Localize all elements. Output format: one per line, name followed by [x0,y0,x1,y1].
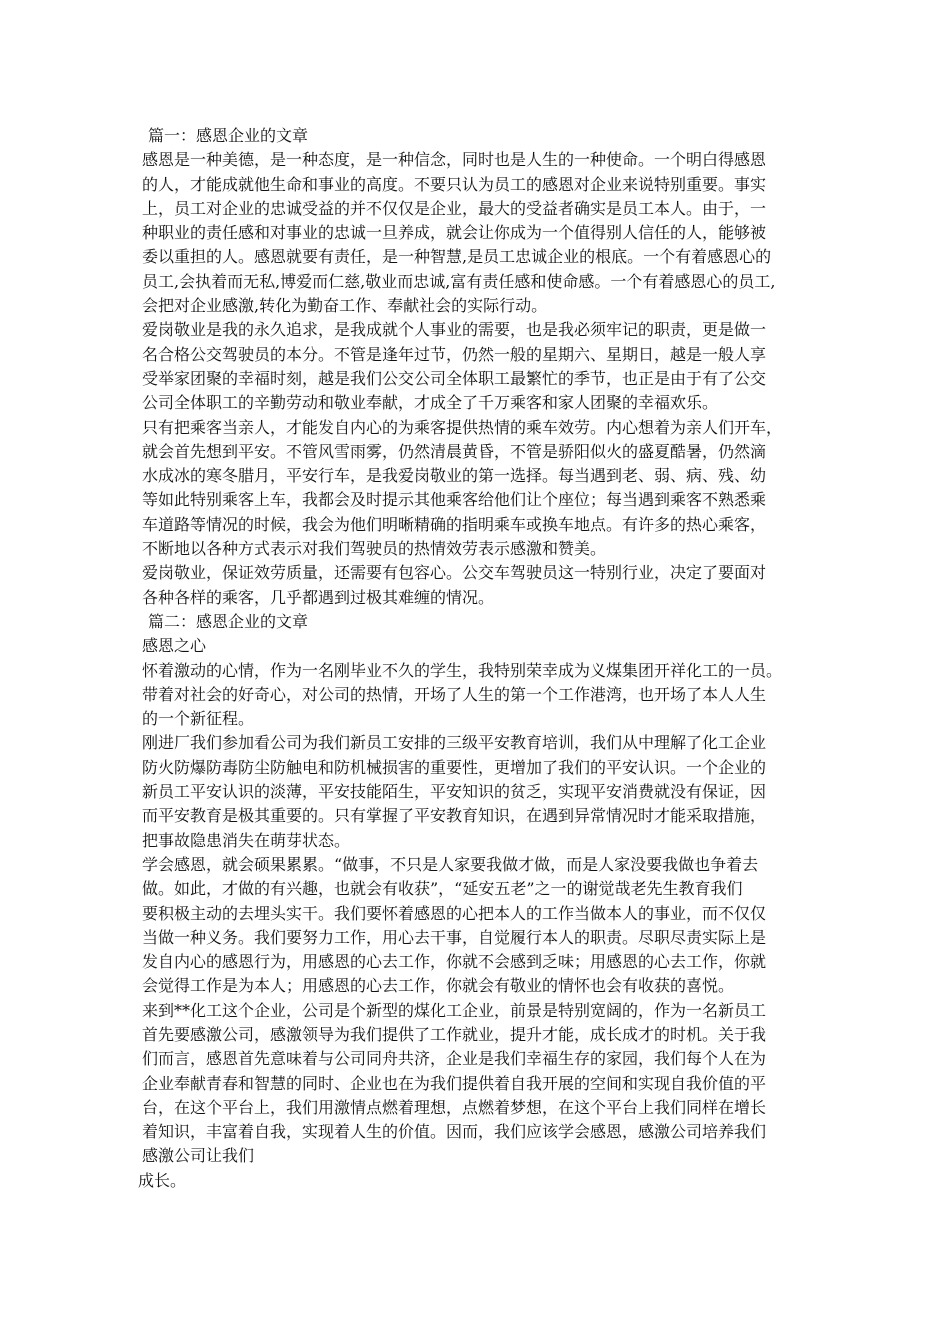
paragraph [138,853,824,999]
paragraph [138,148,824,318]
text-line: 会觉得工作是为本人；用感恩的心去工作，你就会有敬业的情怀也会有收获的喜悦。 [142,976,735,996]
document-body [138,124,824,1193]
text-line: 委以重担的人。感恩就要有责任，是一种智慧,是员工忠诚企业的根底。一个有着感恩心的 [142,247,772,267]
text-line: 当做一种义务。我们要努力工作，用心去干事，自觉履行本人的职责。尽职尽责实际上是 [142,927,767,947]
section-1-body [138,148,824,610]
text-line: 而平安教育是极其重要的。只有掌握了平安教育知识，在遇到异常情况时才能采取措施， [142,806,767,826]
text-line: 来到**化工这个企业，公司是个新型的煤化工企业，前景是特别宽阔的，作为一名新员工 [142,1000,767,1020]
text-line: 公司全体职工的辛勤劳动和敬业奉献，才成全了千万乘客和家人团聚的幸福欢乐。 [142,393,719,413]
paragraph [138,561,824,610]
text-line: 企业奉献青春和智慧的同时、企业也在为我们提供着自我开展的空间和实现自我价值的平 [142,1073,767,1093]
paragraph [138,416,824,562]
text-line: 们而言，感恩首先意味着与公司同舟共济，企业是我们幸福生存的家园，我们每个人在为 [142,1049,767,1069]
text-line: 首先要感激公司，感激领导为我们提供了工作就业，提升才能，成长成才的时机。关于我 [142,1024,767,1044]
text-line: 爱岗敬业，保证效劳质量，还需要有包容心。公交车驾驶员这一特别行业，决定了要面对 [142,563,767,583]
text-line: 爱岗敬业是我的永久追求，是我成就个人事业的需要，也是我必须牢记的职责，更是做一 [142,320,767,340]
text-line: 要积极主动的去埋头实干。我们要怀着感恩的心把本人的工作当做本人的事业，而不仅仅 [142,903,767,923]
text-line: 带着对社会的好奇心，对公司的热情，开场了人生的第一个工作港湾，也开场了本人人生 [142,684,767,704]
text-line: 各种各样的乘客，几乎都遇到过极其难缠的情况。 [142,587,495,607]
text-line: 学会感恩，就会硕果累累。“做事，不只是人家要我做才做，而是人家没要我做也争着去 [142,854,759,874]
paragraph [138,731,824,852]
section-2-body [138,659,824,1169]
text-line: 怀着激动的心情，作为一名刚毕业不久的学生，我特别荣幸成为义煤集团开祥化工的一员。 [142,660,783,680]
text-line: 名合格公交驾驶员的本分。不管是逢年过节，仍然一般的星期六、星期日，越是一般人享 [142,344,767,364]
text-line: 的人，才能成就他生命和事业的高度。不要只认为员工的感恩对企业来说特别重要。事实 [142,174,767,194]
text-line: 发自内心的感恩行为，用感恩的心去工作，你就不会感到乏味；用感恩的心去工作，你就 [142,952,767,972]
text-line: 把事故隐患消失在萌芽状态。 [142,830,351,850]
text-line: 刚进厂我们参加看公司为我们新员工安排的三级平安教育培训，我们从中理解了化工企业 [142,733,767,753]
section-2-heading: 篇二：感恩企业的文章 [148,611,309,631]
text-line: 会把对企业感激,转化为勤奋工作、奉献社会的实际行动。 [142,296,548,316]
text-line: 台，在这个平台上，我们用激情点燃着理想，点燃着梦想，在这个平台上我们同样在增长 [142,1097,767,1117]
text-line: 受举家团聚的幸福时刻，越是我们公交公司全体职工最繁忙的季节，也正是由于有了公交 [142,368,767,388]
text-line: 种职业的责任感和对事业的忠诚一旦养成，就会让你成为一个值得别人信任的人，能够被 [142,223,767,243]
text-line: 上，员工对企业的忠诚受益的并不仅仅是企业，最大的受益者确实是员工本人。由于，一 [142,198,767,218]
text-line: 感恩是一种美德，是一种态度，是一种信念，同时也是人生的一种使命。一个明白得感恩 [142,150,767,170]
section-2-subtitle: 感恩之心 [142,636,207,656]
text-line: 防火防爆防毒防尘防触电和防机械损害的重要性，更增加了我们的平安认识。一个企业的 [142,757,767,777]
text-line: 的一个新征程。 [142,709,255,729]
text-line: 着知识，丰富着自我，实现着人生的价值。因而，我们应该学会感恩，感激公司培养我们 [142,1122,767,1142]
paragraph [138,999,824,1169]
text-line: 车道路等情况的时候，我会为他们明晰精确的指明乘车或换车地点。有许多的热心乘客， [142,514,767,534]
text-line: 只有把乘客当亲人，才能发自内心的为乘客提供热情的乘车效劳。内心想着为亲人们开车， [142,417,783,437]
text-line: 不断地以各种方式表示对我们驾驶员的热情效劳表示感激和赞美。 [142,539,607,559]
text-line: 做。如此，才做的有兴趣，也就会有收获”，“延安五老”之一的谢觉哉老先生教育我们 [142,879,743,899]
text-line: 感激公司让我们 [142,1146,255,1166]
text-line: 就会首先想到平安。不管风雪雨雾，仍然清晨黄昏，不管是骄阳似火的盛夏酷暑，仍然滴 [142,441,767,461]
paragraph [138,318,824,415]
text-line: 员工,会执着而无私,博爱而仁慈,敬业而忠诚,富有责任感和使命感。一个有着感恩心的员工, [142,271,776,291]
text-line: 等如此特别乘客上车，我都会及时提示其他乘客给他们让个座位；每当遇到乘客不熟悉乘 [142,490,767,510]
text-line: 新员工平安认识的淡薄，平安技能陌生，平安知识的贫乏，实现平安消费就没有保证，因 [142,782,767,802]
text-line: 水成冰的寒冬腊月，平安行车，是我爱岗敬业的第一选择。每当遇到老、弱、病、残、幼 [142,466,767,486]
section-1-heading: 篇一：感恩企业的文章 [148,126,309,145]
closing-line: 成长。 [138,1170,187,1190]
paragraph [138,659,824,732]
